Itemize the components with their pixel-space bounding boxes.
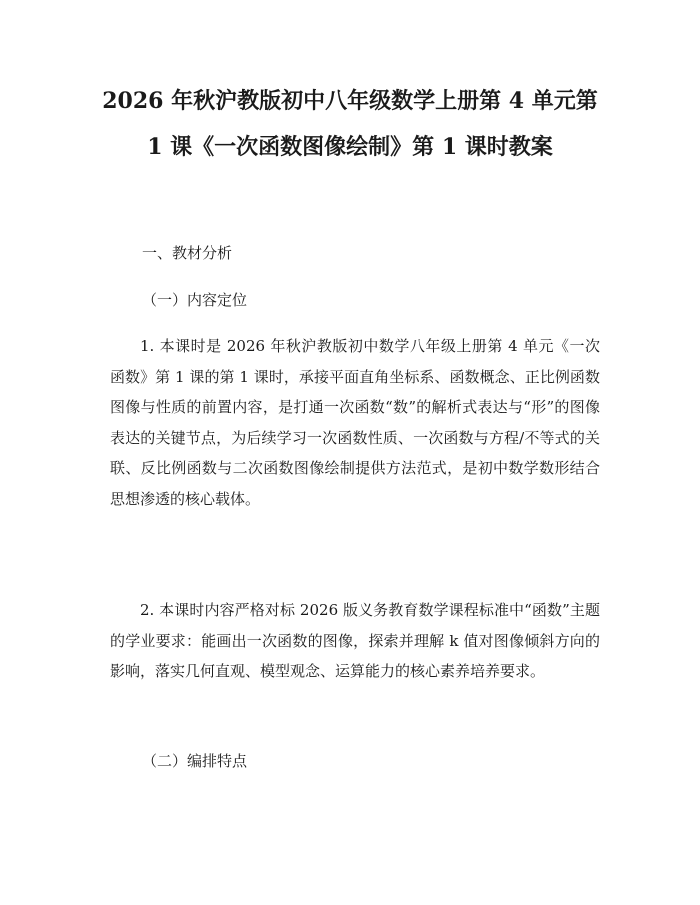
subsection-heading-arrangement-features: （二）编排特点 <box>142 752 248 770</box>
paragraph-2: 2. 本课时内容严格对标 2026 版义务教育数学课程标准中“函数”主题的学业要求：能画出一次函数的图像，探索并理解 k 值对图像倾斜方向的影响，落实几何直观、模型观念、运算能力的核心素养培养要求。 <box>110 601 600 680</box>
paragraph-1: 1. 本课时是 2026 年秋沪教版初中数学八年级上册第 4 单元《一次函数》第 1 课的第 1 课时，承接平面直角坐标系、函数概念、正比例函数图像与性质的前置内容，是打通一次函数“数”的解析式表达与“形”的图像表达的关键节点，为后续学习一次函数性质、一次函数与方程/不等式的关联、反比例函数与二次函数图像绘制提供方法范式，是初中数学数形结合思想渗透的核心载体。 <box>110 337 600 508</box>
section-heading-textbook-analysis: 一、教材分析 <box>142 244 233 262</box>
subsection-heading-content-positioning: （一）内容定位 <box>142 291 248 309</box>
document-title: 2026 年秋沪教版初中八年级数学上册第 4 单元第 1 课《一次函数图像绘制》第 1 课时教案 <box>102 88 598 160</box>
